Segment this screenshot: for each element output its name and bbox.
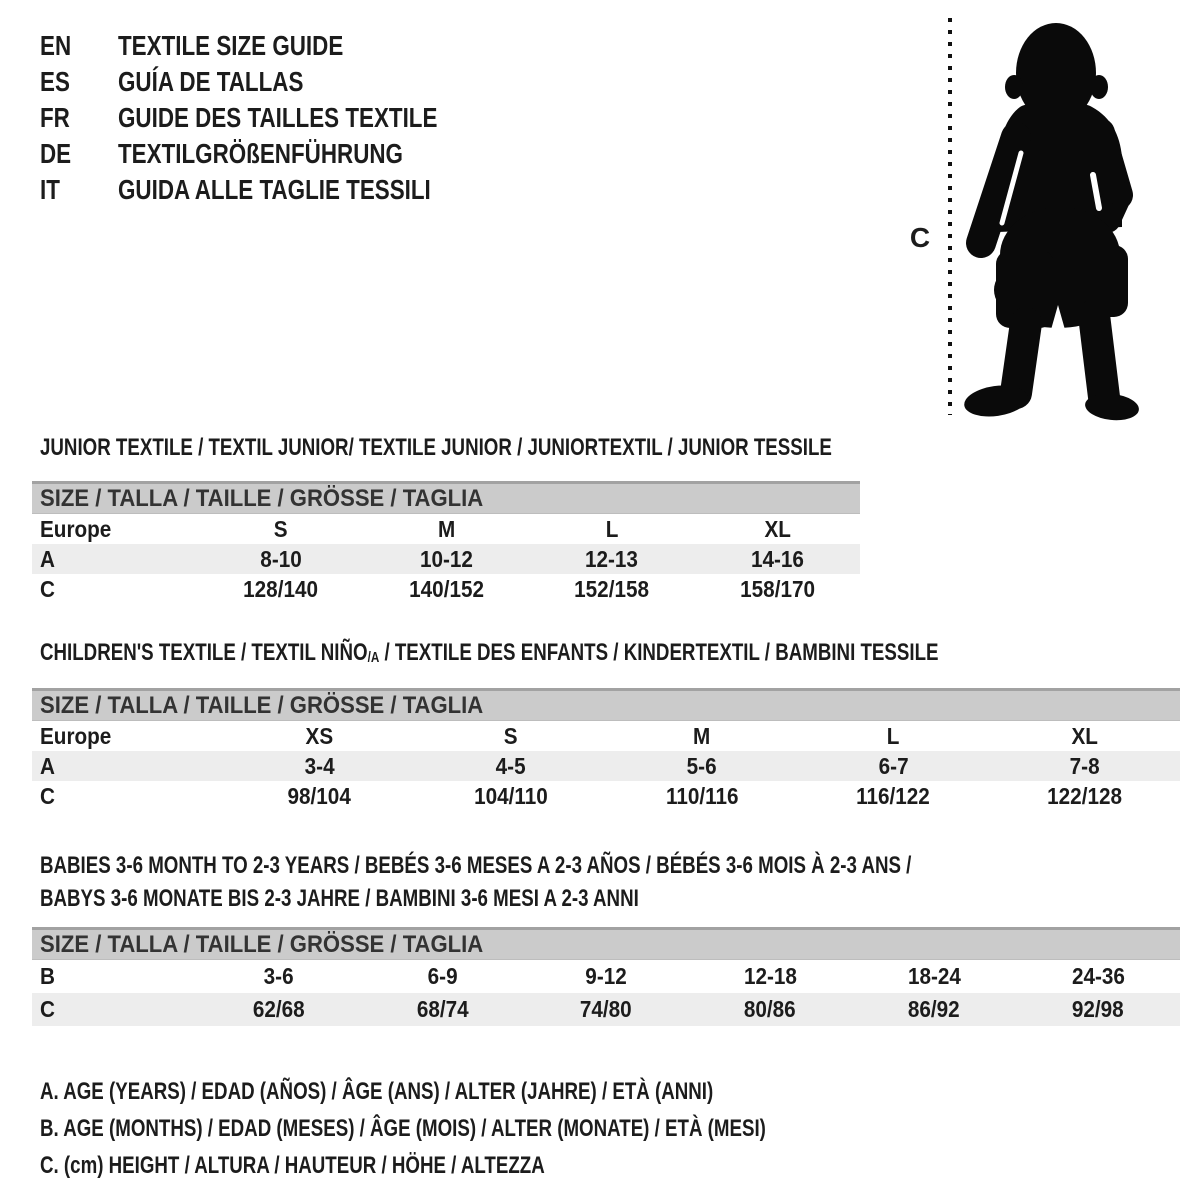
junior-size-table (32, 481, 860, 604)
table-cell: 10-12 (419, 546, 473, 572)
table-cell: 140/152 (408, 576, 484, 602)
legend-line-a: A. AGE (YEARS) / EDAD (AÑOS) / ÂGE (ANS) / ALTER (JAHRE) / ETÀ (ANNI) (40, 1078, 714, 1105)
table-cell: 6-9 (427, 963, 458, 989)
table-cell: 12-13 (585, 546, 639, 572)
legend-line-b: B. AGE (MONTHS) / EDAD (MESES) / ÂGE (MOIS) / ALTER (MONATE) / ETÀ (MESI) (40, 1115, 766, 1142)
row-label: B (40, 963, 55, 989)
table-cell: 128/140 (243, 576, 319, 602)
column-header: M (693, 723, 711, 749)
language-row-es (40, 64, 517, 100)
measure-label-c: C (909, 222, 931, 253)
table-cell: 104/110 (473, 783, 548, 809)
table-cell: 18-24 (907, 963, 961, 989)
table-cell: 122/128 (1046, 783, 1122, 809)
table-cell: 92/98 (1072, 996, 1124, 1022)
table-cell: 80/86 (744, 996, 797, 1022)
table-cell: 110/116 (665, 783, 739, 809)
column-header: S (274, 516, 288, 542)
table-cell: 98/104 (287, 783, 352, 809)
babies-size-table (32, 927, 1180, 1026)
table-cell: 14-16 (750, 546, 804, 572)
language-code: DE (40, 138, 72, 169)
table-header-row (32, 514, 860, 544)
table-cell: 9-12 (585, 963, 627, 989)
table-header-row (32, 721, 1180, 751)
table-row-height (32, 781, 1180, 811)
table-cell: 6-7 (878, 753, 909, 779)
size-bar: SIZE / TALLA / TAILLE / GRÖSSE / TAGLIA (32, 927, 1180, 960)
table-cell: 68/74 (416, 996, 469, 1022)
table-cell: 74/80 (580, 996, 633, 1022)
column-header: XS (305, 723, 334, 749)
table-cell: 8-10 (260, 546, 302, 572)
language-row-fr (40, 100, 517, 136)
table-row-height (32, 993, 1180, 1026)
language-title-list (40, 28, 517, 208)
header-europe: Europe (40, 723, 112, 749)
language-code: FR (40, 102, 70, 133)
language-code: EN (40, 30, 72, 61)
table-cell: 3-4 (304, 753, 335, 779)
header-europe: Europe (40, 516, 112, 542)
table-row-age-months (32, 960, 1180, 993)
children-size-table (32, 688, 1180, 811)
guide-title-fr: GUIDE DES TAILLES TEXTILE (118, 102, 438, 133)
column-header: XL (1071, 723, 1098, 749)
table-cell: 158/170 (739, 576, 815, 602)
measurement-legend (40, 1073, 971, 1184)
table-cell: 4-5 (495, 753, 526, 779)
language-row-de (40, 136, 517, 172)
children-section-title: CHILDREN'S TEXTILE / TEXTIL NIÑO/A / TEXTILE DES ENFANTS / KINDERTEXTIL / BAMBINI TESSILE (40, 639, 939, 666)
toddler-silhouette-icon (880, 5, 1160, 425)
babies-section-title: BABIES 3-6 MONTH TO 2-3 YEARS / BEBÉS 3-6 MESES A 2-3 AÑOS / BÉBÉS 3-6 MOIS À 2-3 ANS / BABYS 3-6 MONATE BIS 2-3 JAHRE / BAMBINI 3-6 MESI A 2-3 ANNI (40, 852, 912, 912)
table-cell: 62/68 (252, 996, 305, 1022)
silhouette-shapes (962, 23, 1140, 423)
row-label: A (40, 546, 55, 572)
row-label: C (40, 576, 55, 602)
table-cell: 24-36 (1071, 963, 1125, 989)
row-label: C (40, 996, 55, 1022)
toddler-figure (880, 5, 1160, 425)
legend-line-c: C. (cm) HEIGHT / ALTURA / HAUTEUR / HÖHE / ALTEZZA (40, 1152, 545, 1179)
table-row-height (32, 574, 860, 604)
table-cell: 12-18 (743, 963, 797, 989)
column-header: XL (764, 516, 791, 542)
column-header: S (503, 723, 518, 749)
size-bar: SIZE / TALLA / TAILLE / GRÖSSE / TAGLIA (32, 481, 860, 514)
column-header: L (605, 516, 619, 542)
language-row-it (40, 172, 517, 208)
guide-title-en: TEXTILE SIZE GUIDE (118, 30, 344, 61)
column-header: L (886, 723, 900, 749)
table-cell: 7-8 (1069, 753, 1100, 779)
table-cell: 152/158 (574, 576, 650, 602)
row-label: C (40, 783, 55, 809)
table-row-age (32, 751, 1180, 781)
table-cell: 3-6 (263, 963, 294, 989)
junior-section-title: JUNIOR TEXTILE / TEXTIL JUNIOR/ TEXTILE JUNIOR / JUNIORTEXTIL / JUNIOR TESSILE (40, 434, 832, 461)
table-cell: 116/122 (856, 783, 931, 809)
guide-title-de: TEXTILGRÖßENFÜHRUNG (118, 138, 403, 169)
table-cell: 5-6 (686, 753, 717, 779)
language-code: IT (40, 174, 60, 205)
nino-a-subscript: /A (367, 649, 380, 666)
language-row-en (40, 28, 517, 64)
guide-title-it: GUIDA ALLE TAGLIE TESSILI (118, 174, 431, 205)
guide-title-es: GUÍA DE TALLAS (118, 66, 304, 97)
table-row-age (32, 544, 860, 574)
language-code: ES (40, 66, 70, 97)
column-header: M (437, 516, 455, 542)
size-bar: SIZE / TALLA / TAILLE / GRÖSSE / TAGLIA (32, 688, 1180, 721)
table-cell: 86/92 (908, 996, 961, 1022)
row-label: A (40, 753, 55, 779)
